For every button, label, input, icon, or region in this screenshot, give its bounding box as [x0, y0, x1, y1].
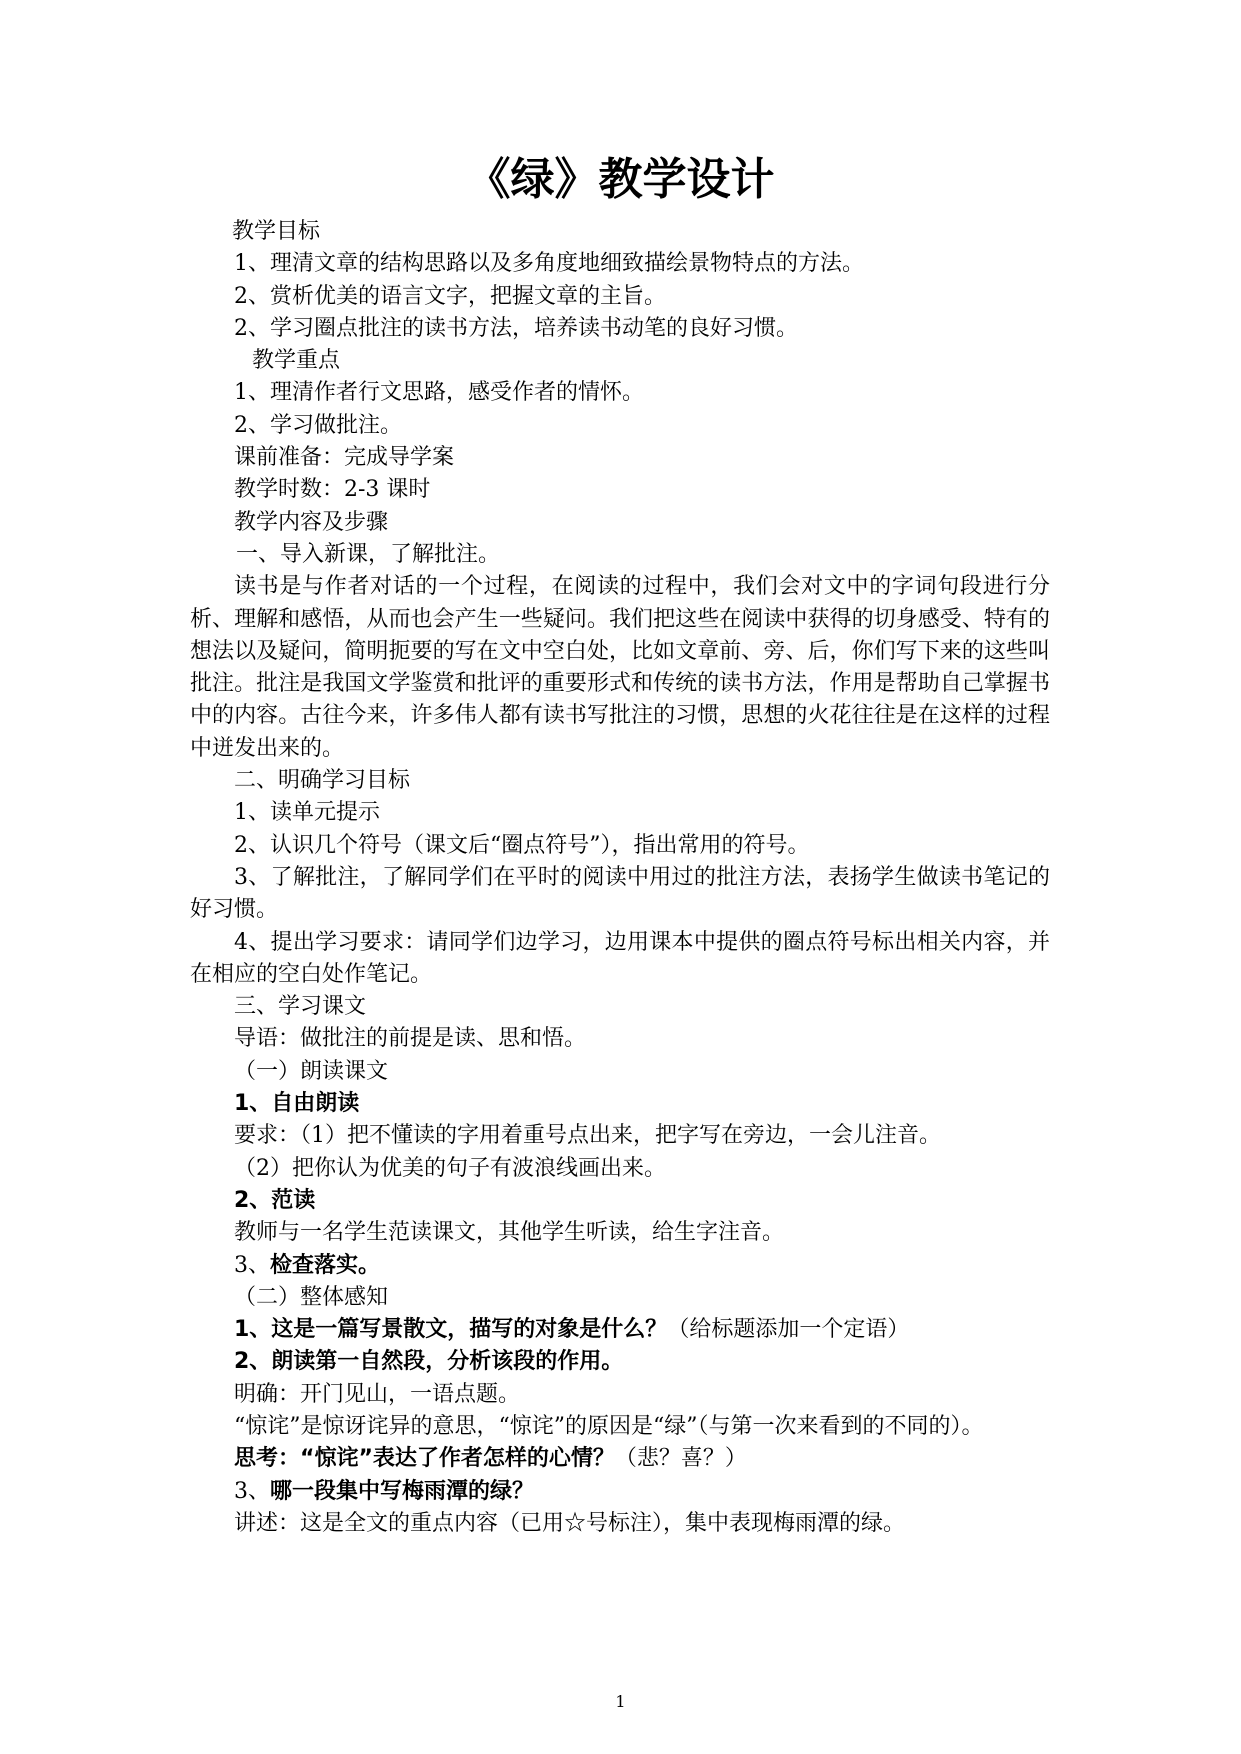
key-point-2: 2、学习做批注。 — [234, 412, 402, 438]
requirement-2: （2）把你认为优美的句子有波浪线画出来。 — [234, 1155, 666, 1181]
objective-2: 2、赏析优美的语言文字，把握文章的主旨。 — [234, 283, 666, 309]
clarification: 明确：开门见山，一语点题。 — [234, 1381, 521, 1407]
heading-steps: 教学内容及步骤 — [234, 509, 389, 535]
question-1 — [190, 1314, 1050, 1346]
objective-3: 2、学习圈点批注的读书方法，培养读书动笔的良好习惯。 — [234, 315, 798, 341]
step-2-item-2: 2、认识几个符号（课文后“圈点符号”），指出常用的符号。 — [234, 832, 810, 858]
page-number: 1 — [615, 1692, 626, 1711]
document-title: 《绿》教学设计 — [466, 154, 775, 205]
thinking-question-note: （悲？喜？） — [614, 1446, 747, 1472]
model-reading-text: 教师与一名学生范读课文，其他学生听读，给生字注音。 — [234, 1220, 785, 1246]
step-2-item-1: 1、读单元提示 — [234, 800, 380, 826]
model-reading-heading: 2、范读 — [234, 1187, 316, 1213]
section-overall: （二）整体感知 — [234, 1284, 389, 1310]
intro-words: 导语：做批注的前提是读、思和悟。 — [234, 1026, 587, 1052]
objective-1: 1、理清文章的结构思路以及多角度地细致描绘景物特点的方法。 — [234, 251, 864, 277]
class-hours: 教学时数：2-3 课时 — [234, 477, 431, 503]
document-body — [190, 216, 1050, 1540]
question-3-number: 3、 — [234, 1478, 270, 1504]
question-3-text: 哪一段集中写梅雨潭的绿？ — [270, 1478, 535, 1504]
requirement-1: 要求：（1）把不懂读的字用着重号点出来，把字写在旁边，一会儿注音。 — [234, 1123, 941, 1149]
free-reading-heading: 1、自由朗读 — [234, 1091, 360, 1117]
thinking-question — [190, 1443, 1050, 1475]
check-heading — [190, 1250, 1050, 1282]
step-1-heading: 一、导入新课，了解批注。 — [236, 541, 501, 567]
surprise-explanation: “惊诧”是惊讶诧异的意思，“惊诧”的原因是“绿”（与第一次来看到的不同的）。 — [234, 1413, 984, 1439]
step-2-heading: 二、明确学习目标 — [234, 768, 411, 794]
thinking-question-text: 思考：“惊诧”表达了作者怎样的心情？ — [234, 1446, 615, 1472]
check-text: 检查落实。 — [270, 1252, 381, 1278]
preparation: 课前准备：完成导学案 — [234, 445, 455, 471]
heading-objectives: 教学目标 — [232, 219, 321, 244]
lecture-text: 讲述：这是全文的重点内容（已用☆号标注），集中表现梅雨潭的绿。 — [234, 1510, 906, 1536]
check-number: 3、 — [234, 1252, 270, 1278]
step-3-heading: 三、学习课文 — [234, 994, 367, 1020]
question-2: 2、朗读第一自然段，分析该段的作用。 — [234, 1349, 624, 1375]
question-1-text: 1、这是一篇写景散文，描写的对象是什么？ — [234, 1317, 668, 1343]
step-2-item-4: 4、提出学习要求：请同学们边学习，边用课本中提供的圈点符号标出相关内容，并在相应的空白处作笔记。 — [190, 929, 1050, 987]
heading-key-points: 教学重点 — [252, 348, 341, 374]
key-point-1: 1、理清作者行文思路，感受作者的情怀。 — [234, 380, 644, 406]
question-1-note: （给标题添加一个定语） — [667, 1317, 910, 1343]
step-2-item-3: 3、了解批注，了解同学们在平时的阅读中用过的批注方法，表扬学生做读书笔记的好习惯。 — [190, 864, 1050, 923]
question-3 — [190, 1476, 1050, 1508]
section-reading: （一）朗读课文 — [234, 1058, 389, 1084]
step-1-paragraph: 读书是与作者对话的一个过程，在阅读的过程中，我们会对文中的字词句段进行分析、理解和感悟，从而也会产生一些疑问。我们把这些在阅读中获得的切身感受、特有的想法以及疑问，简明扼要的写在文中空白处，比如文章前、旁、后，你们写下来的这些叫批注。批注是我国文学鉴赏和批评的重要形式和传统的读书方法，作用是帮助自己掌握书中的内容。古往今来，许多伟人都有读书写批注的习惯，思想的火花往往是在这样的过程中迸发出来的。 — [190, 574, 1050, 761]
